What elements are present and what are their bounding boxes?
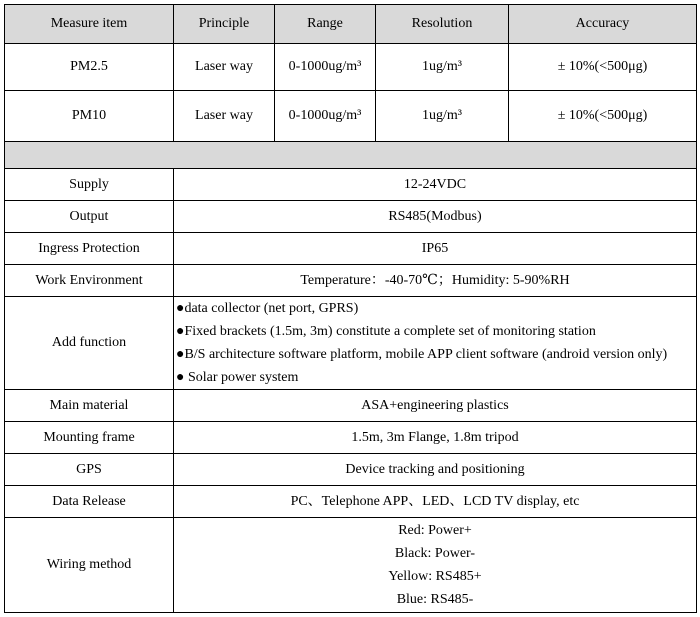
spec-value: ASA+engineering plastics [174, 390, 697, 422]
spec-row-add-function [5, 297, 697, 390]
list-item: ●B/S architecture software platform, mobile APP client software (android version only) [176, 347, 668, 362]
spec-label: Mounting frame [5, 422, 174, 454]
principle-cell: Laser way [174, 44, 275, 91]
spec-row-ingress [5, 233, 697, 265]
spec-row-output [5, 201, 697, 233]
spec-row-material [5, 390, 697, 422]
wiring-list [174, 518, 697, 613]
separator-row [5, 142, 697, 169]
spec-row-mounting [5, 422, 697, 454]
spec-label: Add function [5, 297, 174, 390]
measure-item-cell: PM2.5 [5, 44, 174, 91]
spec-label: Work Environment [5, 265, 174, 297]
spec-sheet [4, 4, 696, 613]
list-item: ●Fixed brackets (1.5m, 3m) constitute a complete set of monitoring station [176, 324, 596, 339]
spec-label: Ingress Protection [5, 233, 174, 265]
spec-label: Supply [5, 169, 174, 201]
measurement-row-pm10 [5, 91, 697, 142]
header-range: Range [275, 5, 376, 44]
add-function-list [174, 297, 697, 390]
spec-row-environment [5, 265, 697, 297]
accuracy-cell: ± 10%(<500μg) [509, 44, 697, 91]
resolution-cell: 1ug/m³ [376, 44, 509, 91]
list-item: ● Solar power system [176, 370, 299, 385]
spec-value: RS485(Modbus) [174, 201, 697, 233]
range-cell: 0-1000ug/m³ [275, 91, 376, 142]
measure-item-cell: PM10 [5, 91, 174, 142]
resolution-cell: 1ug/m³ [376, 91, 509, 142]
principle-cell: Laser way [174, 91, 275, 142]
header-resolution: Resolution [376, 5, 509, 44]
spec-label: Wiring method [5, 518, 174, 613]
spec-value: Temperature：-40-70℃；Humidity: 5-90%RH [174, 265, 697, 297]
spec-row-gps [5, 454, 697, 486]
separator-cell [5, 142, 697, 169]
header-measure-item: Measure item [5, 5, 174, 44]
measurement-row-pm25 [5, 44, 697, 91]
spec-value: PC、Telephone APP、LED、LCD TV display, etc [174, 486, 697, 518]
header-principle: Principle [174, 5, 275, 44]
wiring-line: Red: Power+ [398, 523, 472, 538]
spec-row-wiring [5, 518, 697, 613]
spec-table [4, 4, 697, 613]
spec-label: Output [5, 201, 174, 233]
list-item: ●data collector (net port, GPRS) [176, 301, 359, 316]
range-cell: 0-1000ug/m³ [275, 44, 376, 91]
wiring-line: Black: Power- [394, 546, 476, 561]
spec-row-supply [5, 169, 697, 201]
spec-label: Main material [5, 390, 174, 422]
wiring-line: Blue: RS485- [396, 592, 474, 607]
header-accuracy: Accuracy [509, 5, 697, 44]
spec-label: Data Release [5, 486, 174, 518]
accuracy-cell: ± 10%(<500μg) [509, 91, 697, 142]
spec-value: Device tracking and positioning [174, 454, 697, 486]
spec-row-data-release [5, 486, 697, 518]
header-row [5, 5, 697, 44]
spec-value: 12-24VDC [174, 169, 697, 201]
spec-label: GPS [5, 454, 174, 486]
spec-value: 1.5m, 3m Flange, 1.8m tripod [174, 422, 697, 454]
spec-value: IP65 [174, 233, 697, 265]
wiring-line: Yellow: RS485+ [388, 569, 482, 584]
